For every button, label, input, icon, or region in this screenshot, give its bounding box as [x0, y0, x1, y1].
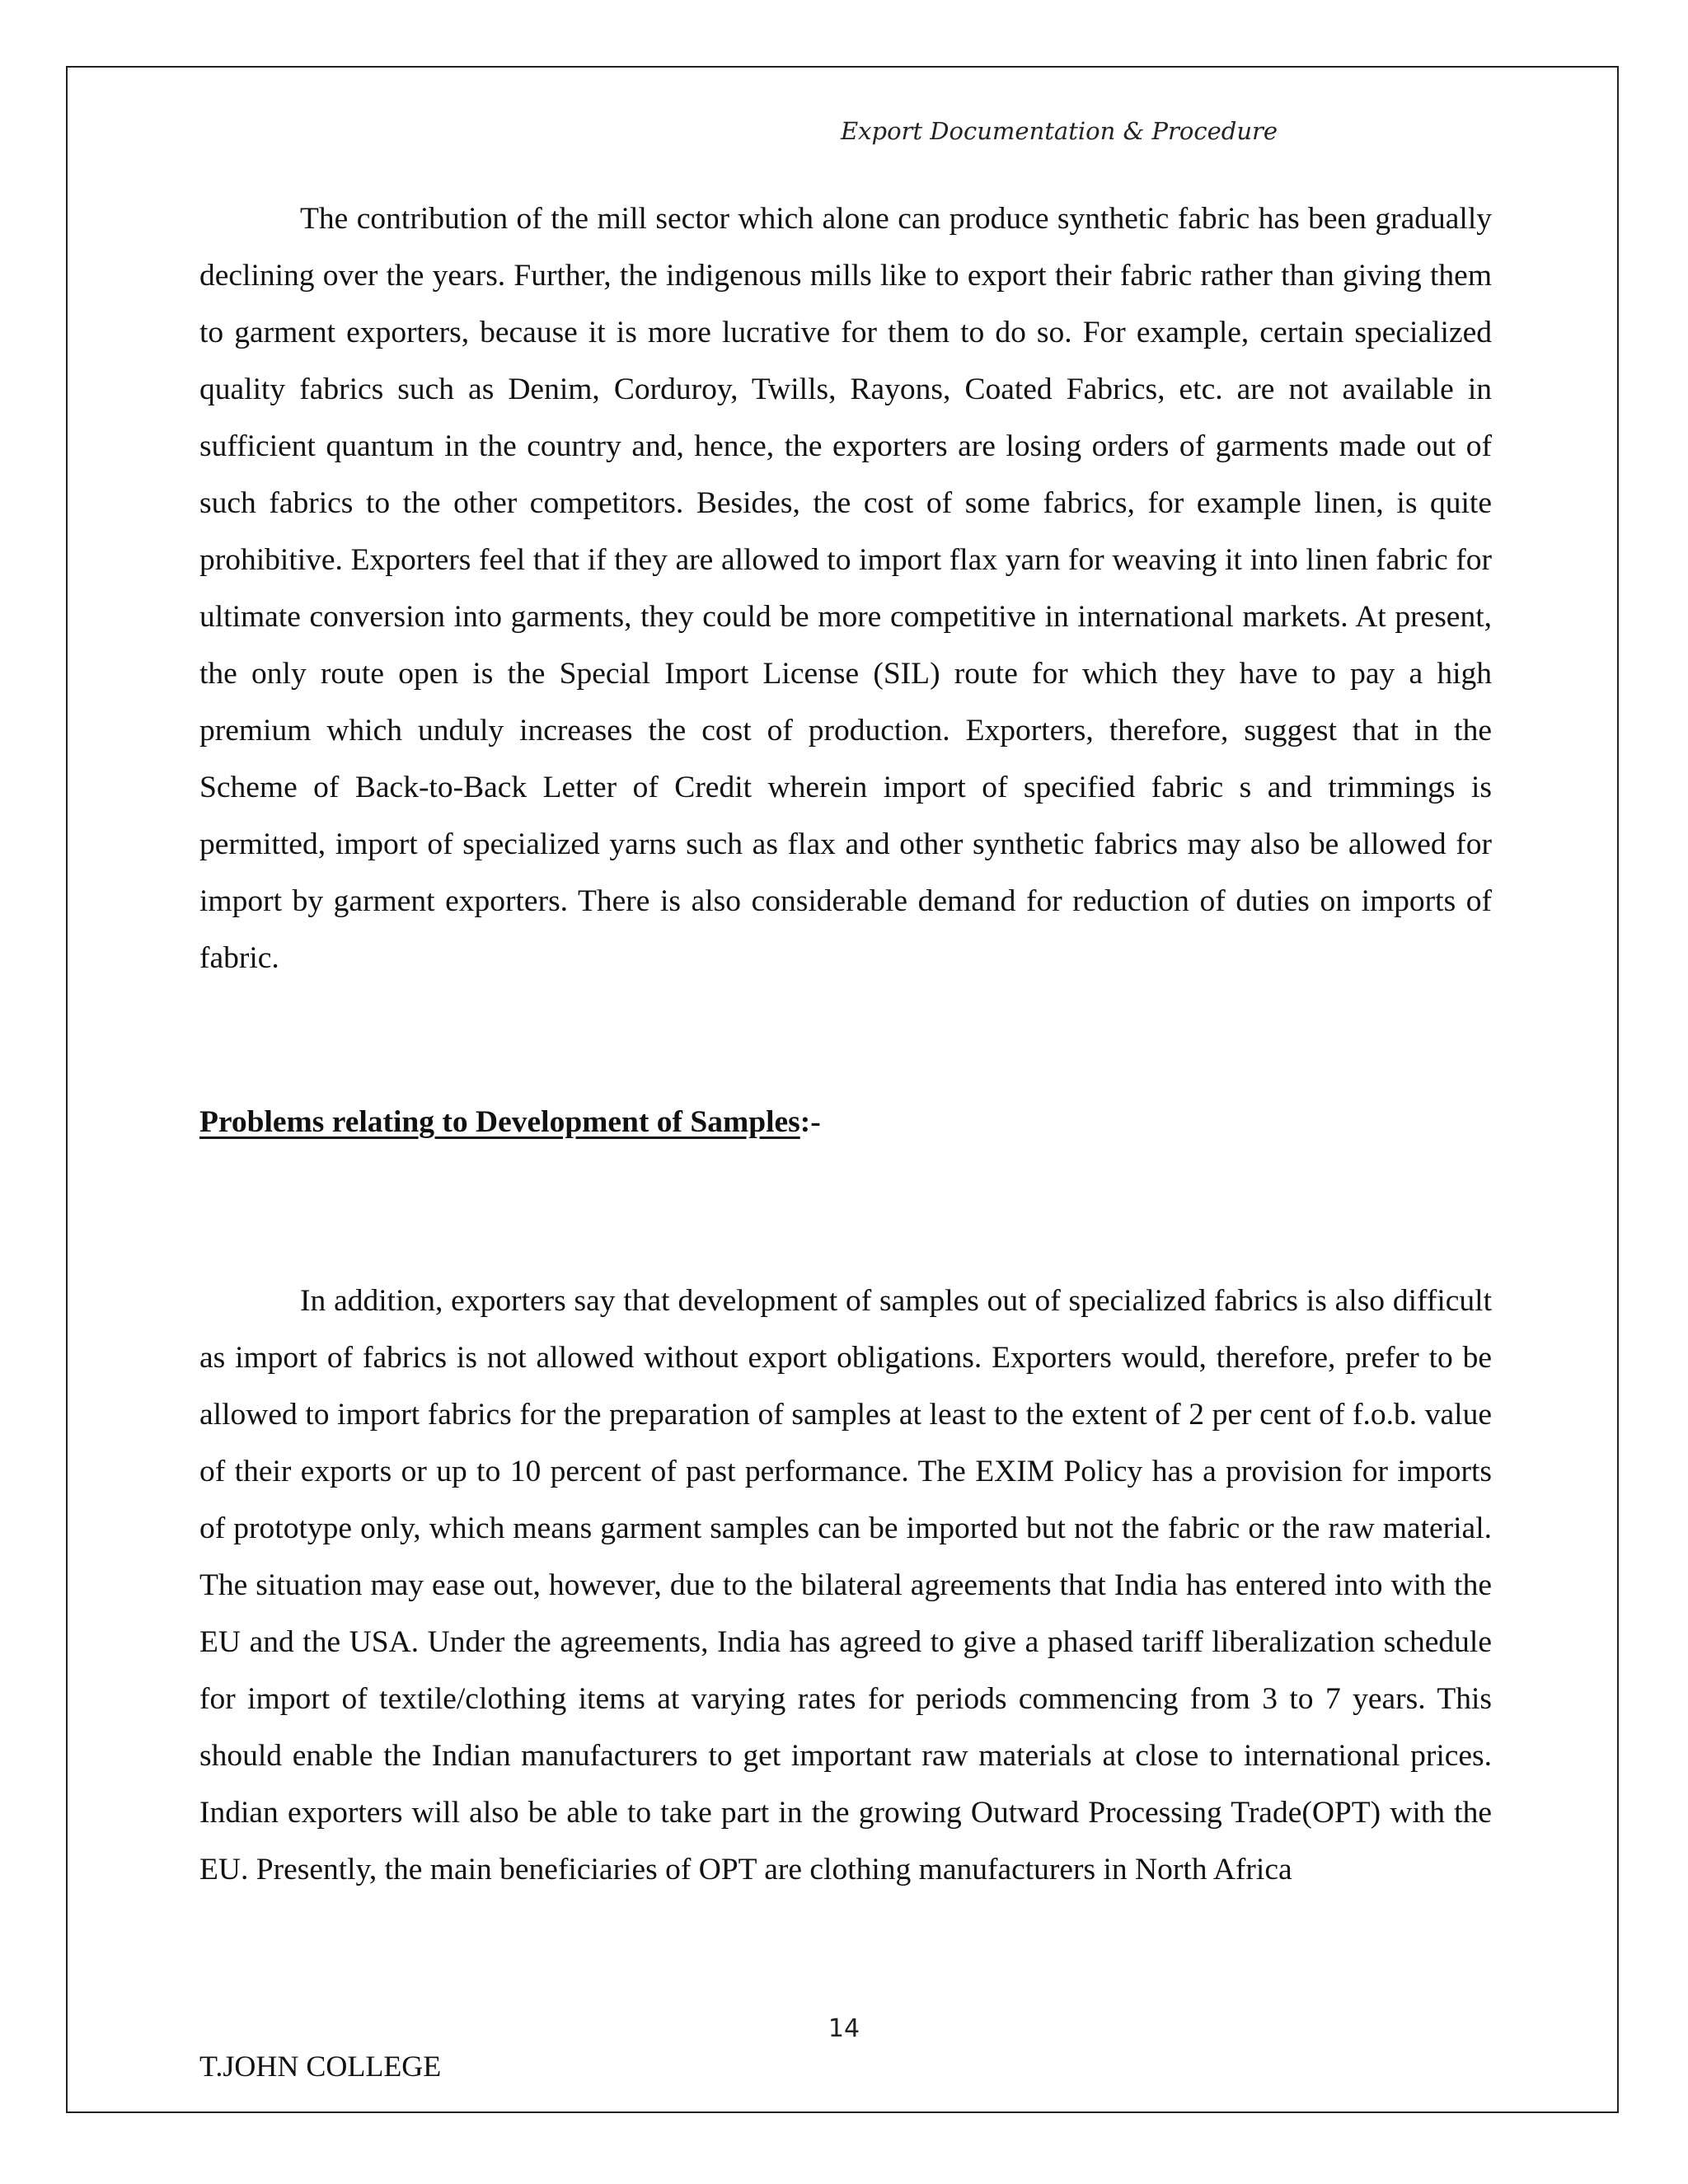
body-paragraph-1: The contribution of the mill sector which alone can produce synthetic fabric has been gradually declining over the years. Further, the indigenous mills like to export their fabric rather than giving them to garment exporters, because it is more lucrative for them to do so. For example, certain specialized quality fabrics such as Denim, Corduroy, Twills, Rayons, Coated Fabrics, etc. are not available in sufficient quantum in the country and, hence, the exporters are losing orders of garments made out of such fabrics to the other competitors. Besides, the cost of some fabrics, for example linen, is quite prohibitive. Exporters feel that if they are allowed to import flax yarn for weaving it into linen fabric for ultimate conversion into garments, they could be more competitive in international markets. At present, the only route open is the Special Import License (SIL) route for which they have to pay a high premium which unduly increases the cost of production. Exporters, therefore, suggest that in the Scheme of Back-to-Back Letter of Credit wherein import of specified fabric s and trimmings is permitted, import of specialized yarns such as flax and other synthetic fabrics may also be allowed for import by garment exporters. There is also considerable demand for reduction of duties on imports of fabric. — [199, 202, 1492, 975]
section-heading-suffix: :- — [799, 1105, 821, 1139]
page-number: 14 — [828, 2014, 860, 2043]
running-header: Export Documentation & Procedure — [841, 117, 1278, 145]
section-heading — [199, 1104, 821, 1140]
body-paragraph-2: In addition, exporters say that development of samples out of specialized fabrics is also difficult as import of fabrics is not allowed without export obligations. Exporters would, therefore, prefer to be allowed to import fabrics for the preparation of samples at least to the extent of 2 per cent of f.o.b. value of their exports or up to 10 percent of past performance. The EXIM Policy has a provision for imports of prototype only, which means garment samples can be imported but not the fabric or the raw material. The situation may ease out, however, due to the bilateral agreements that India has entered into with the EU and the USA. Under the agreements, India has agreed to give a phased tariff liberalization schedule for import of textile/clothing items at varying rates for periods commencing from 3 to 7 years. This should enable the Indian manufacturers to get important raw materials at close to international prices. Indian exporters will also be able to take part in the growing Outward Processing Trade(OPT) with the EU. Presently, the main beneficiaries of OPT are clothing manufacturers in North Africa — [199, 1284, 1492, 1886]
footer-college-name: T.JOHN COLLEGE — [199, 2050, 442, 2083]
section-heading-text: Problems relating to Development of Samples — [199, 1105, 800, 1139]
